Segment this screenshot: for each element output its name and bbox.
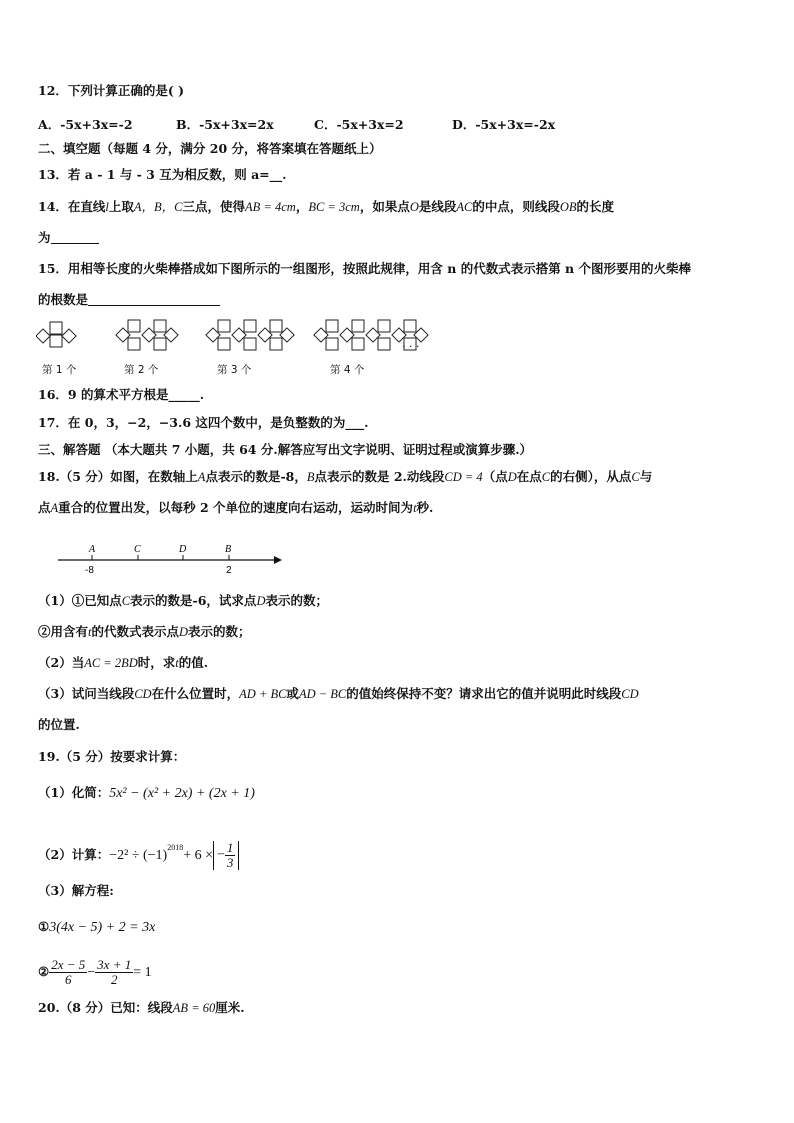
q14-o: O [409, 200, 419, 214]
segment-cd-label: CD [134, 687, 152, 701]
q14-text: 上取 [108, 199, 134, 214]
frac-den: 6 [64, 972, 72, 987]
q14-line1 [38, 199, 614, 215]
q19-title: 19.（5 分）按要求计算： [38, 749, 186, 764]
segment-cd-label: CD [621, 687, 639, 701]
number-line [56, 540, 296, 580]
q18-line2 [38, 500, 433, 516]
q12-option-d: D．-5x+3x=-2x [452, 117, 556, 132]
axis-label-d: D [179, 544, 187, 555]
q14-line2 [38, 230, 99, 246]
axis-label-c: C [134, 544, 141, 555]
q18-text: 与 [639, 469, 653, 484]
q18-part1 [38, 593, 328, 609]
frac-den: 2 [110, 972, 118, 987]
q14-ob: OB [559, 200, 577, 214]
point-c: C [121, 594, 131, 608]
q14-ab: AB = 4cm [245, 200, 296, 214]
q18-text: 重合的位置出发，以每秒 2 个单位的速度向右运动，运动时间为 [58, 500, 414, 515]
q20-text: 20.（8 分）已知：线段 [38, 1000, 173, 1015]
matchstick-figures [36, 318, 456, 368]
figure-caption-3: 第 3 个 [217, 364, 252, 376]
var-t: t [88, 625, 92, 639]
q19-exponent: 2018 [167, 843, 184, 852]
q14-line-l: l [105, 200, 109, 214]
q15-line2 [38, 292, 220, 308]
q18-part2 [38, 655, 208, 671]
q14-text: 的中点，则线段 [472, 199, 560, 214]
axis-value-a: -8 [85, 565, 94, 576]
var-t: t [413, 501, 417, 515]
frac-num: 1 [226, 840, 234, 855]
q19-expr2: −2² ÷ (−1) [109, 848, 168, 863]
frac-den: 3 [226, 855, 234, 870]
section3-heading: 三、解答题 （本大题共 7 小题，共 64 分.解答应写出文字说明、证明过程或演算步骤.） [38, 442, 533, 457]
figure-caption-1: 第 1 个 [42, 364, 77, 376]
q18-eq: AC = 2BD [84, 656, 138, 670]
abs-value: − $\frac{1}{3}$ [213, 841, 239, 870]
matchstick-figure-3 [206, 320, 294, 350]
q18-text: 的右侧），从点 [550, 469, 632, 484]
q13: 13．若 a - 1 与 - 3 互为相反数，则 a=__. [38, 167, 287, 182]
q18-text: 秒. [416, 500, 434, 515]
q18-text: （3）试问当线段 [38, 686, 135, 701]
q18-text: （2）当 [38, 655, 85, 670]
q19-expr1: 5x² − (x² + 2x) + (2x + 1) [109, 786, 255, 801]
q18-text: （1）①已知点 [38, 593, 122, 608]
point-a: A [50, 501, 59, 515]
q19-part3: （3）解方程: [38, 883, 114, 898]
q18-part3-end: 的位置. [38, 717, 80, 732]
q19-part1 [38, 785, 255, 802]
q14-ac: AC [456, 200, 473, 214]
answer-blank [51, 231, 99, 244]
q14-text: 为 [38, 230, 51, 245]
q14-text: 的长度 [576, 199, 615, 214]
q20-text: 厘米. [215, 1000, 245, 1015]
q19-part2 [38, 828, 239, 876]
figure-caption-4: 第 4 个 [330, 364, 365, 376]
expr-ad-minus-bc: AD − BC [298, 687, 347, 701]
q18-text: 点 [38, 500, 51, 515]
q18-text: 的代数式表示点 [91, 624, 180, 639]
q18-text: 在什么位置时， [151, 686, 240, 701]
q18-text: 表示的数是-6，试求点 [130, 593, 257, 608]
q12-option-c: C．-5x+3x=2 [314, 117, 404, 132]
point-c: C [631, 470, 640, 484]
q15-text: 的根数是 [38, 292, 89, 307]
q18-text: 点表示的数是-8， [205, 469, 307, 484]
q12-option-b: B．-5x+3x=2x [176, 117, 274, 132]
q16: 16．9 的算术平方根是_____. [38, 387, 205, 402]
q19-text: （2）计算： [38, 847, 110, 862]
q20-expr: AB = 60 [172, 1001, 216, 1015]
q19-eq2-rhs: = 1 [133, 965, 152, 980]
point-b: B [306, 470, 315, 484]
q14-points: A，B，C [133, 200, 183, 214]
q14-bc: BC = 3cm [308, 200, 360, 214]
circle-one: ① [38, 919, 50, 934]
matchstick-figure-2 [116, 320, 178, 350]
q18-text: 18.（5 分）如图，在数轴上 [38, 469, 198, 484]
figure-caption-2: 第 2 个 [124, 364, 159, 376]
q14-text: 是线段 [418, 199, 457, 214]
figure-ellipsis: · · · [402, 340, 420, 353]
q19-eq2: ② $\frac{2x - 5}{6}$ − $\frac{3x + 1}{2}$ = 1 [38, 957, 152, 987]
q14-text: ，如果点 [359, 199, 410, 214]
var-t: t [175, 656, 179, 670]
frac-num: 3x + 1 [97, 957, 132, 972]
frac-num: 2x − 5 [51, 957, 86, 972]
point-d: D [179, 625, 189, 639]
q19-eq1-expr: 3(4x − 5) + 2 = 3x [49, 920, 156, 935]
cd-length: CD = 4 [444, 470, 483, 484]
q18-line1 [38, 469, 652, 485]
circle-two: ② [38, 964, 50, 979]
q14-sep: ， [295, 199, 309, 214]
q18-text: （点 [482, 469, 508, 484]
answer-blank [88, 293, 220, 306]
q18-text: 点表示的数是 2.动线段 [314, 469, 445, 484]
q18-part3 [38, 686, 639, 702]
matchstick-figure-1 [36, 322, 76, 347]
q19-eq1 [38, 919, 155, 936]
q19-text: （1）化简： [38, 785, 110, 800]
q18-text: 的值始终保持不变？请求出它的值并说明此时线段 [346, 686, 622, 701]
point-d: D [256, 594, 266, 608]
q19-expr2b: + 6 × [183, 848, 213, 863]
q18-text: 时，求 [137, 655, 176, 670]
q18-text: 在点 [516, 469, 542, 484]
q14-text: 三点，使得 [182, 199, 246, 214]
point-d: D [507, 470, 517, 484]
q18-text: 或 [286, 686, 299, 701]
q18-text: ②用含有 [38, 624, 89, 639]
q12-option-a: A．-5x+3x=-2 [38, 117, 133, 132]
q18-text: 表示的数； [188, 624, 251, 639]
q12-stem: 12．下列计算正确的是( ) [38, 83, 185, 98]
point-a: A [197, 470, 206, 484]
axis-value-b: 2 [226, 565, 232, 576]
q18-part1b [38, 624, 251, 640]
q18-text: 的值. [178, 655, 209, 670]
axis-label-b: B [225, 544, 232, 555]
q14-text: 14．在直线 [38, 199, 106, 214]
q15-line1: 15．用相等长度的火柴棒搭成如下图所示的一组图形，按照此规律，用含 n 的代数式表示搭第 n 个图形要用的火柴棒 [38, 261, 691, 276]
expr-ad-plus-bc: AD + BC [239, 687, 287, 701]
q17: 17．在 0，3，−2，−3.6 这四个数中，是负整数的为___. [38, 415, 369, 430]
point-c: C [541, 470, 551, 484]
q20 [38, 1000, 245, 1016]
section2-heading: 二、填空题（每题 4 分，满分 20 分，将答案填在答题纸上） [38, 141, 382, 156]
axis-label-a: A [89, 544, 96, 555]
q18-text: 表示的数； [265, 593, 328, 608]
